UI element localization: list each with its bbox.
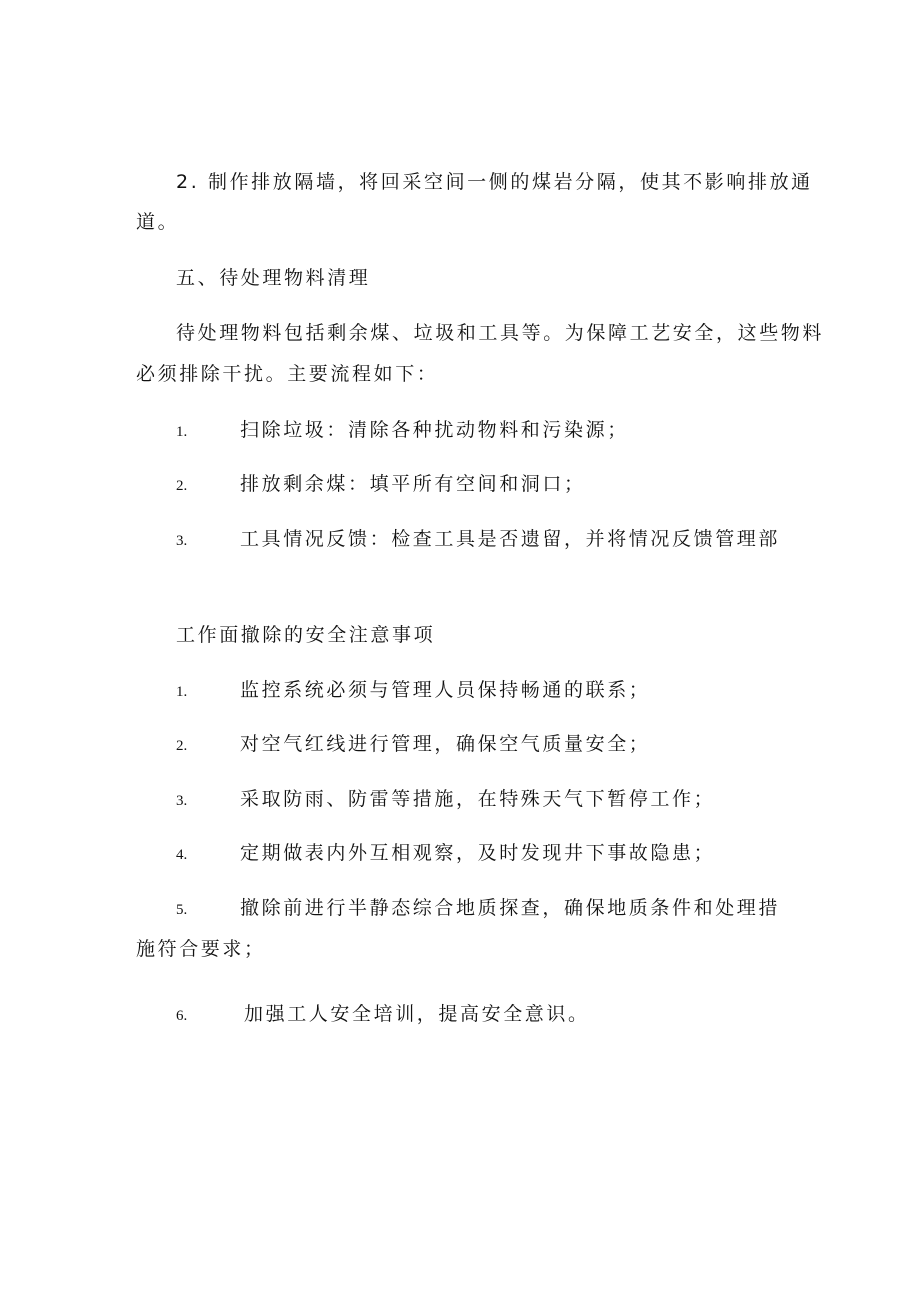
paragraph-line: 必须排除干扰。主要流程如下： bbox=[136, 363, 439, 385]
paragraph-line: 待处理物料包括剩余煤、垃圾和工具等。为保障工艺安全，这些物料 bbox=[176, 322, 825, 344]
list-number: 2. bbox=[176, 738, 188, 754]
list-item-text: 采取防雨、防雷等措施，在特殊天气下暂停工作； bbox=[240, 788, 716, 810]
list-number: 1. bbox=[176, 684, 188, 700]
list-number: 2. bbox=[176, 478, 188, 494]
list-item-text: 定期做表内外互相观察，及时发现井下事故隐患； bbox=[240, 842, 716, 864]
list-item-text: 工具情况反馈：检查工具是否遗留，并将情况反馈管理部 bbox=[240, 528, 781, 550]
list-number: 3. bbox=[176, 793, 188, 809]
list-number: 1. bbox=[176, 424, 188, 440]
list-number: 3. bbox=[176, 533, 188, 549]
list-item-text: 加强工人安全培训，提高安全意识。 bbox=[244, 1003, 590, 1025]
list-number: 4. bbox=[176, 847, 188, 863]
section-heading: 五、待处理物料清理 bbox=[176, 267, 371, 289]
list-item-text: 撤除前进行半静态综合地质探查，确保地质条件和处理措 bbox=[240, 897, 781, 919]
list-item-text: 排放剩余煤：填平所有空间和洞口； bbox=[240, 473, 586, 495]
list-number: 5. bbox=[176, 902, 188, 918]
paragraph-line: 2. 制作排放隔墙，将回采空间一侧的煤岩分隔，使其不影响排放通 bbox=[176, 171, 813, 193]
list-number: 6. bbox=[176, 1008, 188, 1024]
list-item-text-cont: 施符合要求； bbox=[136, 938, 266, 960]
list-item-text: 对空气红线进行管理，确保空气质量安全； bbox=[240, 733, 651, 755]
list-item-text: 扫除垃圾：清除各种扰动物料和污染源； bbox=[240, 419, 629, 441]
paragraph-line: 道。 bbox=[136, 211, 180, 233]
section-heading: 工作面撤除的安全注意事项 bbox=[176, 624, 436, 646]
list-item-text: 监控系统必须与管理人员保持畅通的联系； bbox=[240, 679, 651, 701]
